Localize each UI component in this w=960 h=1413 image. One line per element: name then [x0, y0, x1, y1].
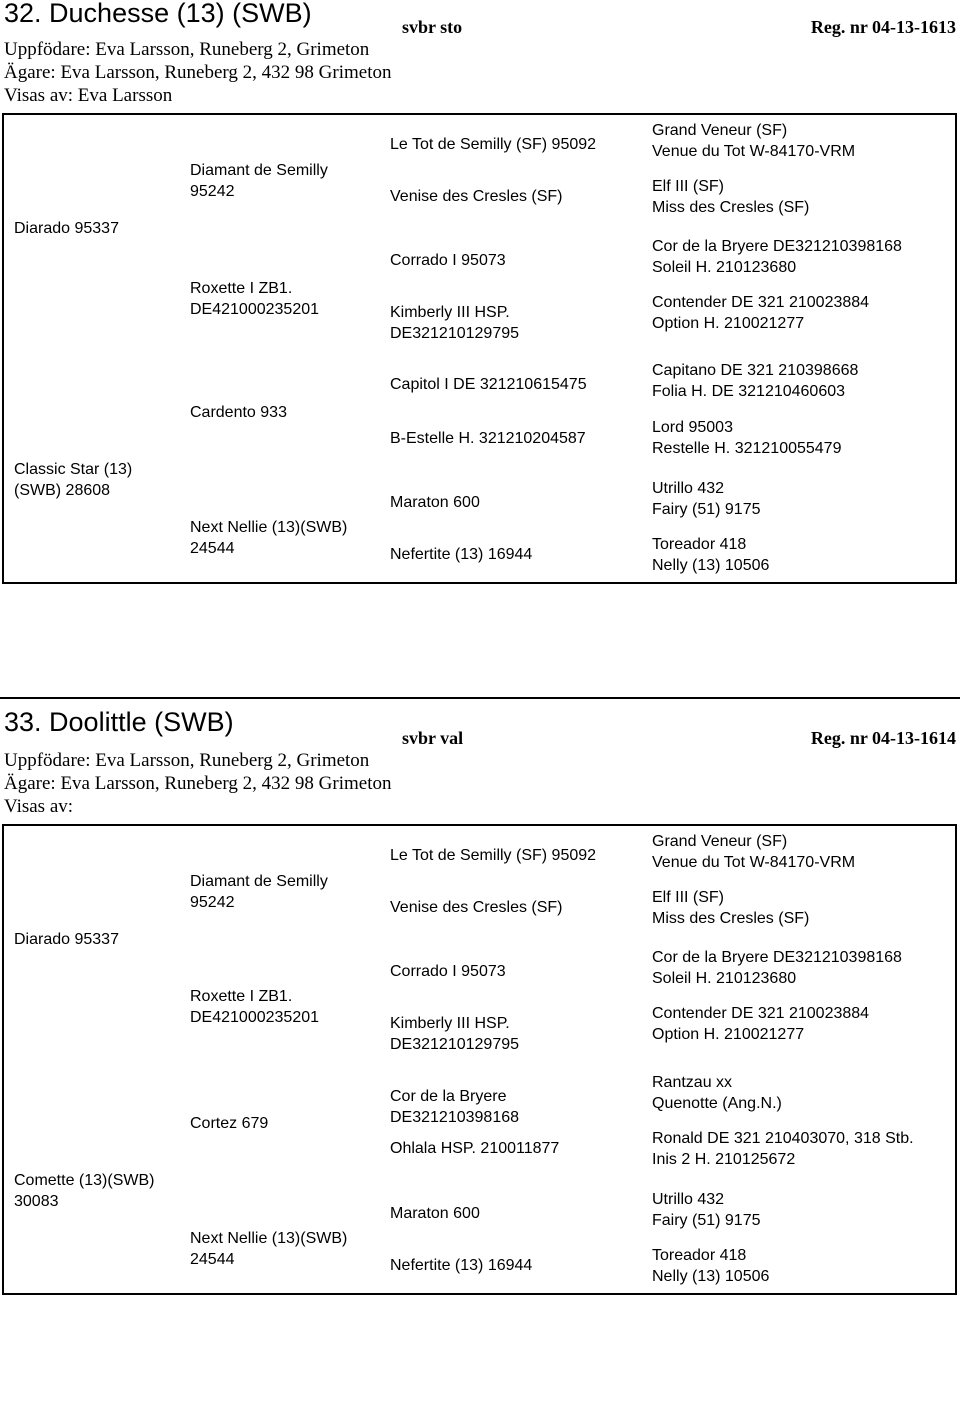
- sire-sire-sire: Le Tot de Semilly (SF) 95092: [390, 847, 597, 864]
- great-grandparents-5: Capitano DE 321 210398668 Folia H. DE 321210460603: [652, 362, 859, 400]
- pedigree-table: [2, 113, 957, 584]
- shown-by-line: Visas av: Eva Larsson: [4, 85, 173, 106]
- dam: Classic Star (13) (SWB) 28608: [14, 461, 133, 499]
- owner-line: Ägare: Eva Larsson, Runeberg 2, 432 98 Grimeton: [4, 773, 392, 794]
- sire-sire-dam: Venise des Cresles (SF): [390, 899, 563, 916]
- dam-sire: Cortez 679: [190, 1115, 269, 1132]
- dam-dam-sire: Maraton 600: [390, 1205, 480, 1222]
- great-grandparents-3: Cor de la Bryere DE321210398168 Soleil H. 210123680: [652, 238, 902, 276]
- breeder-line: Uppfödare: Eva Larsson, Runeberg 2, Grimeton: [4, 39, 370, 60]
- sire-dam-sire: Corrado I 95073: [390, 252, 506, 269]
- dam-sire: Cardento 933: [190, 404, 287, 421]
- great-grandparents-5: Rantzau xx Quenotte (Ang.N.): [652, 1074, 782, 1112]
- registration-number: Reg. nr 04-13-1614: [810, 728, 956, 748]
- great-grandparents-3: Cor de la Bryere DE321210398168 Soleil H. 210123680: [652, 949, 902, 987]
- dam-sire-sire: Capitol I DE 321210615475: [390, 376, 587, 393]
- sire-dam-dam: Kimberly III HSP. DE321210129795: [390, 304, 520, 342]
- sire-sire: Diamant de Semilly 95242: [190, 873, 328, 911]
- sire: Diarado 95337: [14, 220, 119, 237]
- dam-dam: Next Nellie (13)(SWB) 24544: [190, 519, 348, 557]
- registration-number: Reg. nr 04-13-1613: [810, 17, 956, 37]
- sire-dam-dam: Kimberly III HSP. DE321210129795: [390, 1015, 520, 1053]
- great-grandparents-1: Grand Veneur (SF) Venue du Tot W-84170-VRM: [652, 833, 856, 871]
- great-grandparents-1: Grand Veneur (SF) Venue du Tot W-84170-VRM: [652, 122, 856, 160]
- breeder-line: Uppfödare: Eva Larsson, Runeberg 2, Grimeton: [4, 750, 370, 771]
- sire-dam-sire: Corrado I 95073: [390, 963, 506, 980]
- sire-sire-sire: Le Tot de Semilly (SF) 95092: [390, 136, 597, 153]
- great-grandparents-8: Toreador 418 Nelly (13) 10506: [652, 536, 770, 574]
- great-grandparents-8: Toreador 418 Nelly (13) 10506: [652, 1247, 770, 1285]
- entry-divider: [0, 697, 960, 699]
- horse-color-sex: svbr val: [402, 728, 464, 748]
- great-grandparents-6: Lord 95003 Restelle H. 321210055479: [652, 419, 842, 457]
- dam-dam-dam: Nefertite (13) 16944: [390, 546, 533, 563]
- great-grandparents-6: Ronald DE 321 210403070, 318 Stb. Inis 2 H. 210125672: [652, 1130, 914, 1168]
- great-grandparents-2: Elf III (SF) Miss des Cresles (SF): [652, 178, 810, 216]
- sire-sire: Diamant de Semilly 95242: [190, 162, 328, 200]
- shown-by-line: Visas av:: [4, 796, 74, 817]
- owner-line: Ägare: Eva Larsson, Runeberg 2, 432 98 Grimeton: [4, 62, 392, 83]
- great-grandparents-2: Elf III (SF) Miss des Cresles (SF): [652, 889, 810, 927]
- dam: Comette (13)(SWB) 30083: [14, 1172, 155, 1210]
- sire-sire-dam: Venise des Cresles (SF): [390, 188, 563, 205]
- great-grandparents-7: Utrillo 432 Fairy (51) 9175: [652, 480, 761, 518]
- great-grandparents-4: Contender DE 321 210023884 Option H. 210021277: [652, 1005, 870, 1043]
- dam-sire-sire: Cor de la Bryere DE321210398168: [390, 1088, 520, 1126]
- horse-title: 32. Duchesse (13) (SWB): [4, 0, 312, 28]
- sire: Diarado 95337: [14, 931, 119, 948]
- sire-dam: Roxette I ZB1. DE421000235201: [190, 280, 320, 318]
- horse-title: 33. Doolittle (SWB): [4, 707, 234, 737]
- dam-dam-sire: Maraton 600: [390, 494, 480, 511]
- dam-dam: Next Nellie (13)(SWB) 24544: [190, 1230, 348, 1268]
- great-grandparents-4: Contender DE 321 210023884 Option H. 210021277: [652, 294, 870, 332]
- great-grandparents-7: Utrillo 432 Fairy (51) 9175: [652, 1191, 761, 1229]
- horse-color-sex: svbr sto: [402, 17, 463, 37]
- pedigree-table: [2, 824, 957, 1295]
- dam-sire-dam: B-Estelle H. 321210204587: [390, 430, 586, 447]
- sire-dam: Roxette I ZB1. DE421000235201: [190, 988, 320, 1026]
- dam-dam-dam: Nefertite (13) 16944: [390, 1257, 533, 1274]
- dam-sire-dam: Ohlala HSP. 210011877: [390, 1140, 560, 1157]
